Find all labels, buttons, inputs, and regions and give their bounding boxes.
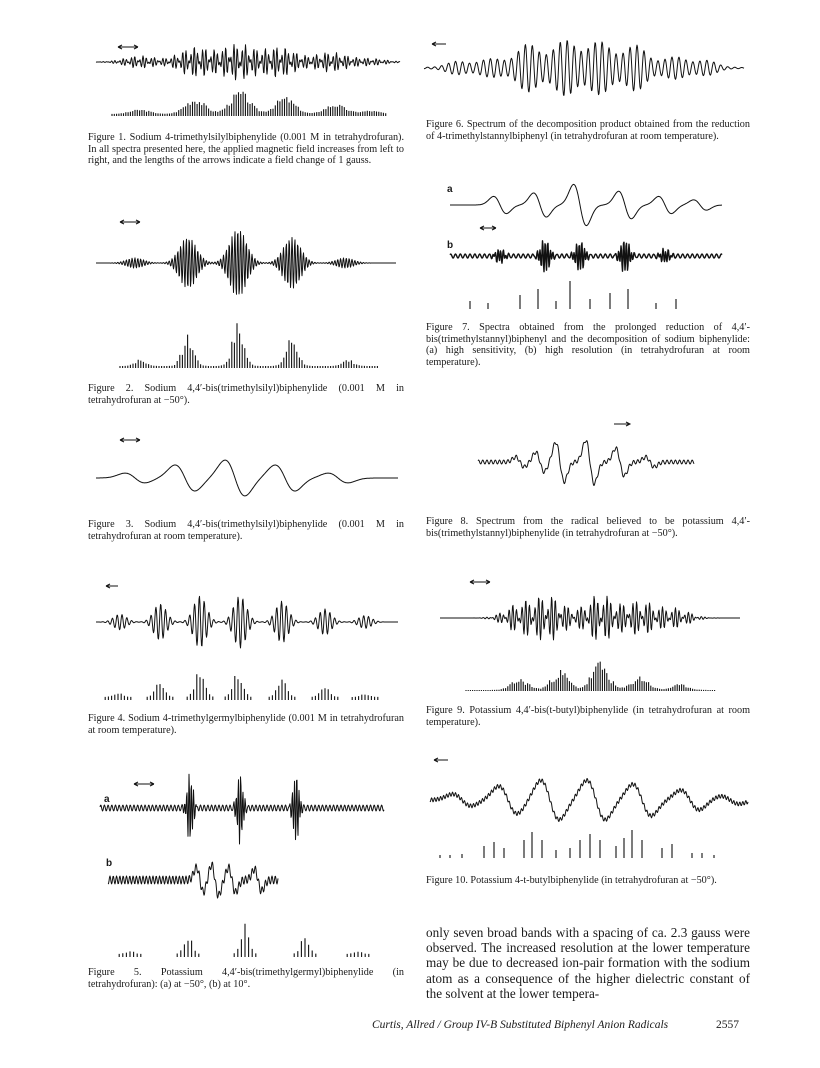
figure-5-label-a: a xyxy=(104,794,110,805)
figure-5-label-b: b xyxy=(106,858,113,869)
figure-7-label-a: a xyxy=(447,184,453,195)
figure-2-caption: Figure 2. Sodium 4,4′-bis(trimethylsilyl)biphenylide (0.001 M in tetrahydrofuran at −50°). xyxy=(88,383,404,406)
figure-1-caption: Figure 1. Sodium 4-trimethylsilylbiphenylide (0.001 M in tetrahydrofuran). In all spectra presented here, the applied magnetic field increases from left to right, and the lengths of the arrows indicate a field change of 1 gauss. xyxy=(88,132,404,167)
figure-7-label-b: b xyxy=(447,240,454,251)
figure-5-caption: Figure 5. Potassium 4,4′-bis(trimethylgermyl)biphenylide (in tetrahydrofuran): (a) at −50°, (b) at 10°. xyxy=(88,967,404,990)
figure-6-caption: Figure 6. Spectrum of the decomposition product obtained from the reduction of 4-trimethylstannylbiphenyl (in tetrahydrofuran at room temperature). xyxy=(426,119,750,142)
figure-9-caption: Figure 9. Potassium 4,4′-bis(t-butyl)biphenylide (in tetrahydrofuran at room temperature). xyxy=(426,705,750,728)
page-number: 2557 xyxy=(716,1019,739,1031)
running-head: Curtis, Allred / Group IV-B Substituted Biphenyl Anion Radicals xyxy=(372,1019,669,1031)
figure-10-trace xyxy=(430,779,748,822)
figure-7-caption: Figure 7. Spectra obtained from the prolonged reduction of 4,4′-bis(trimethylstannyl)biphenyl and the decomposition of sodium biphenylide: (a) high sensitivity, (b) high resolution (in tetrahydrofuran at room temperature). xyxy=(426,322,750,368)
figure-10-arrow xyxy=(434,758,448,762)
figure-4-caption: Figure 4. Sodium 4-trimethylgermylbiphenylide (0.001 M in tetrahydrofuran at room temperature). xyxy=(88,713,404,736)
body-paragraph: only seven broad bands with a spacing of ca. 2.3 gauss were observed. The increased resolution at the lower temperature may be due to decreased ion-pair formation with the sodium atom as a consequence of the higher dielectric constant of the solvent at the lower tempera- xyxy=(426,925,750,1001)
figure-10-stick-spectrum xyxy=(440,830,714,858)
figure-8-caption: Figure 8. Spectrum from the radical believed to be potassium 4,4′-bis(trimethylstannyl)biphenylide (in tetrahydrofuran at −50°). xyxy=(426,516,750,539)
figure-3-caption: Figure 3. Sodium 4,4′-bis(trimethylsilyl)biphenylide (0.001 M in tetrahydrofuran at room temperature). xyxy=(88,519,404,542)
figure-10-caption: Figure 10. Potassium 4-t-butylbiphenylide (in tetrahydrofuran at −50°). xyxy=(426,875,717,886)
